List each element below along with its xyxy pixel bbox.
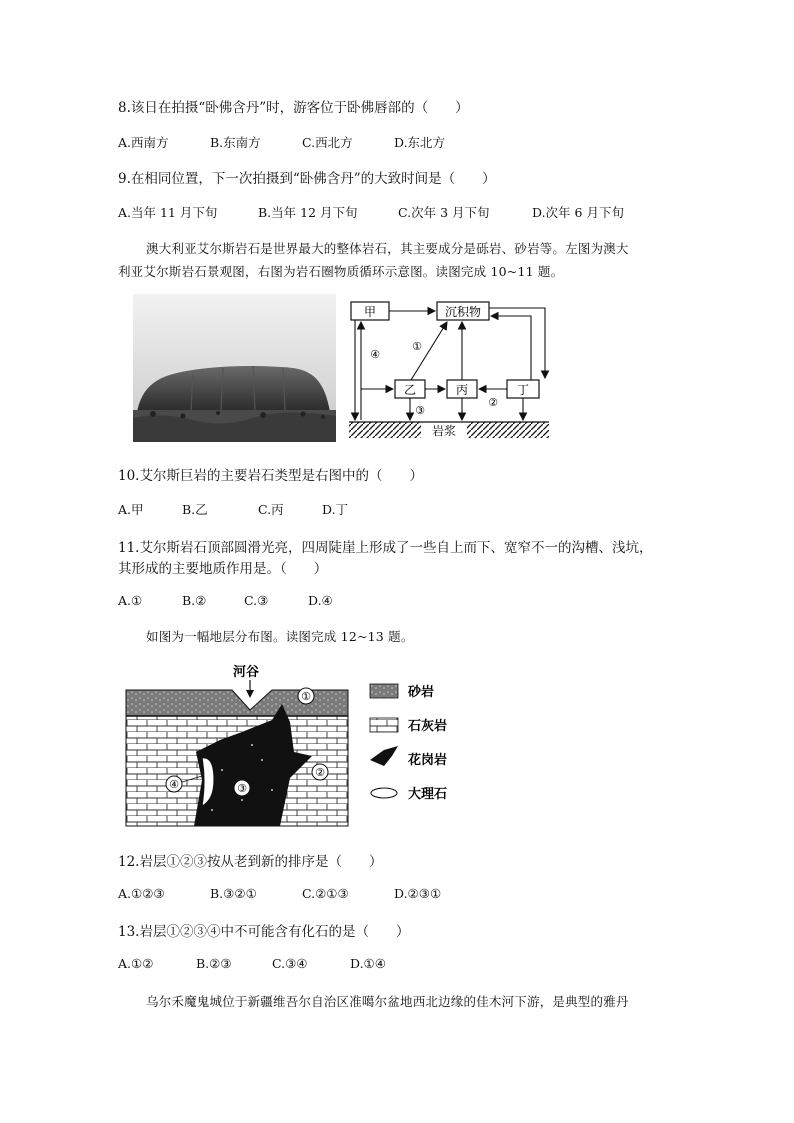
- question-12-stem: 12.岩层①②③按从老到新的排序是（ ）: [118, 854, 383, 870]
- option-d: D.丁: [322, 502, 349, 517]
- option-b: B.东南方: [210, 135, 261, 150]
- passage-3-line-1: 乌尔禾魔鬼城位于新疆维吾尔自治区准噶尔盆地西北边缘的佳木河下游，是典型的雅丹: [146, 994, 629, 1009]
- legend-sandstone: 砂岩: [408, 685, 435, 700]
- box-jia-label: 甲: [363, 305, 377, 319]
- option-c: C.次年 3 月下旬: [398, 205, 490, 220]
- legend-sandstone-swatch: [370, 684, 398, 698]
- question-11-stem-line-1: 11.艾尔斯岩石顶部圆滑光亮，四周陡崖上形成了一些自上而下、宽窄不一的沟槽、浅坑，: [118, 540, 653, 556]
- option-c: C.②①③: [302, 886, 349, 901]
- option-c: C.③: [244, 593, 269, 608]
- box-ding-label: 丁: [516, 383, 530, 397]
- magma-label: 岩浆: [431, 424, 457, 438]
- ayers-rock-photo: [133, 294, 336, 442]
- option-c: C.丙: [258, 502, 284, 517]
- box-sediment-label: 沉积物: [444, 305, 482, 319]
- option-a: A.①: [118, 593, 143, 608]
- option-b: B.②: [182, 593, 207, 608]
- option-c: C.西北方: [302, 135, 353, 150]
- valley-label: 河谷: [232, 665, 260, 680]
- question-8-options: [118, 133, 445, 151]
- option-d: D.④: [308, 593, 333, 608]
- arrow-3-label: ③: [415, 404, 425, 417]
- question-11-stem-line-2: 其形成的主要地质作用是。（ ）: [118, 561, 328, 577]
- question-8-stem: 8.该日在拍摄“卧佛含丹”时，游客位于卧佛唇部的（ ）: [118, 100, 469, 116]
- question-11-options: [118, 593, 333, 608]
- layer-4-label: ④: [169, 778, 179, 791]
- box-bing-label: 丙: [455, 383, 469, 397]
- legend-granite-swatch: [370, 746, 398, 766]
- layer-3-label: ③: [237, 782, 247, 795]
- legend-granite: 花岗岩: [408, 753, 448, 768]
- layer-1-label: ①: [301, 690, 311, 703]
- question-9-stem: 9.在相同位置，下一次拍摄到“卧佛含丹”的大致时间是（ ）: [118, 171, 496, 187]
- box-yi-label: 乙: [403, 383, 417, 397]
- rock-cycle-diagram: [345, 298, 555, 444]
- passage-1-line-2: 利亚艾尔斯岩石景观图，右图为岩石圈物质循环示意图。读图完成 10~11 题。: [118, 264, 564, 279]
- option-a: A.①②③: [118, 886, 165, 901]
- sandstone-layer: [126, 690, 348, 716]
- passage-2-line-1: 如图为一幅地层分布图。读图完成 12~13 题。: [146, 629, 414, 644]
- option-b: B.③②①: [210, 886, 257, 901]
- arrow-2-label: ②: [488, 396, 498, 409]
- legend-limestone: 石灰岩: [408, 719, 448, 734]
- option-d: D.次年 6 月下旬: [532, 205, 624, 220]
- arrow-1-label: ①: [412, 340, 422, 353]
- layer-2-label: ②: [315, 766, 325, 779]
- legend-limestone-swatch: [370, 718, 398, 732]
- option-b: B.②③: [196, 956, 232, 971]
- question-9-options: [118, 203, 624, 221]
- question-10-stem: 10.艾尔斯巨岩的主要岩石类型是右图中的（ ）: [118, 468, 423, 484]
- arrow-4-label: ④: [370, 348, 380, 361]
- question-10-options: [118, 500, 348, 518]
- question-12-options: [118, 886, 441, 901]
- question-13-stem: 13.岩层①②③④中不可能含有化石的是（ ）: [118, 924, 410, 940]
- option-d: D.东北方: [394, 135, 446, 150]
- option-a: A.①②: [118, 956, 154, 971]
- passage-1-line-1: 澳大利亚艾尔斯岩石是世界最大的整体岩石，其主要成分是砾岩、砂岩等。左图为澳大: [146, 241, 629, 256]
- strata-diagram: [122, 660, 462, 830]
- question-13-options: [118, 956, 386, 971]
- option-b: B.乙: [182, 502, 208, 517]
- option-d: D.②③①: [394, 886, 442, 901]
- option-c: C.③④: [272, 956, 308, 971]
- option-a: A.当年 11 月下旬: [118, 205, 218, 220]
- option-a: A.西南方: [118, 135, 169, 150]
- option-b: B.当年 12 月下旬: [258, 205, 358, 220]
- legend-marble: 大理石: [408, 787, 448, 802]
- option-d: D.①④: [350, 956, 386, 971]
- legend-marble-swatch: [371, 788, 397, 798]
- option-a: A.甲: [118, 502, 144, 517]
